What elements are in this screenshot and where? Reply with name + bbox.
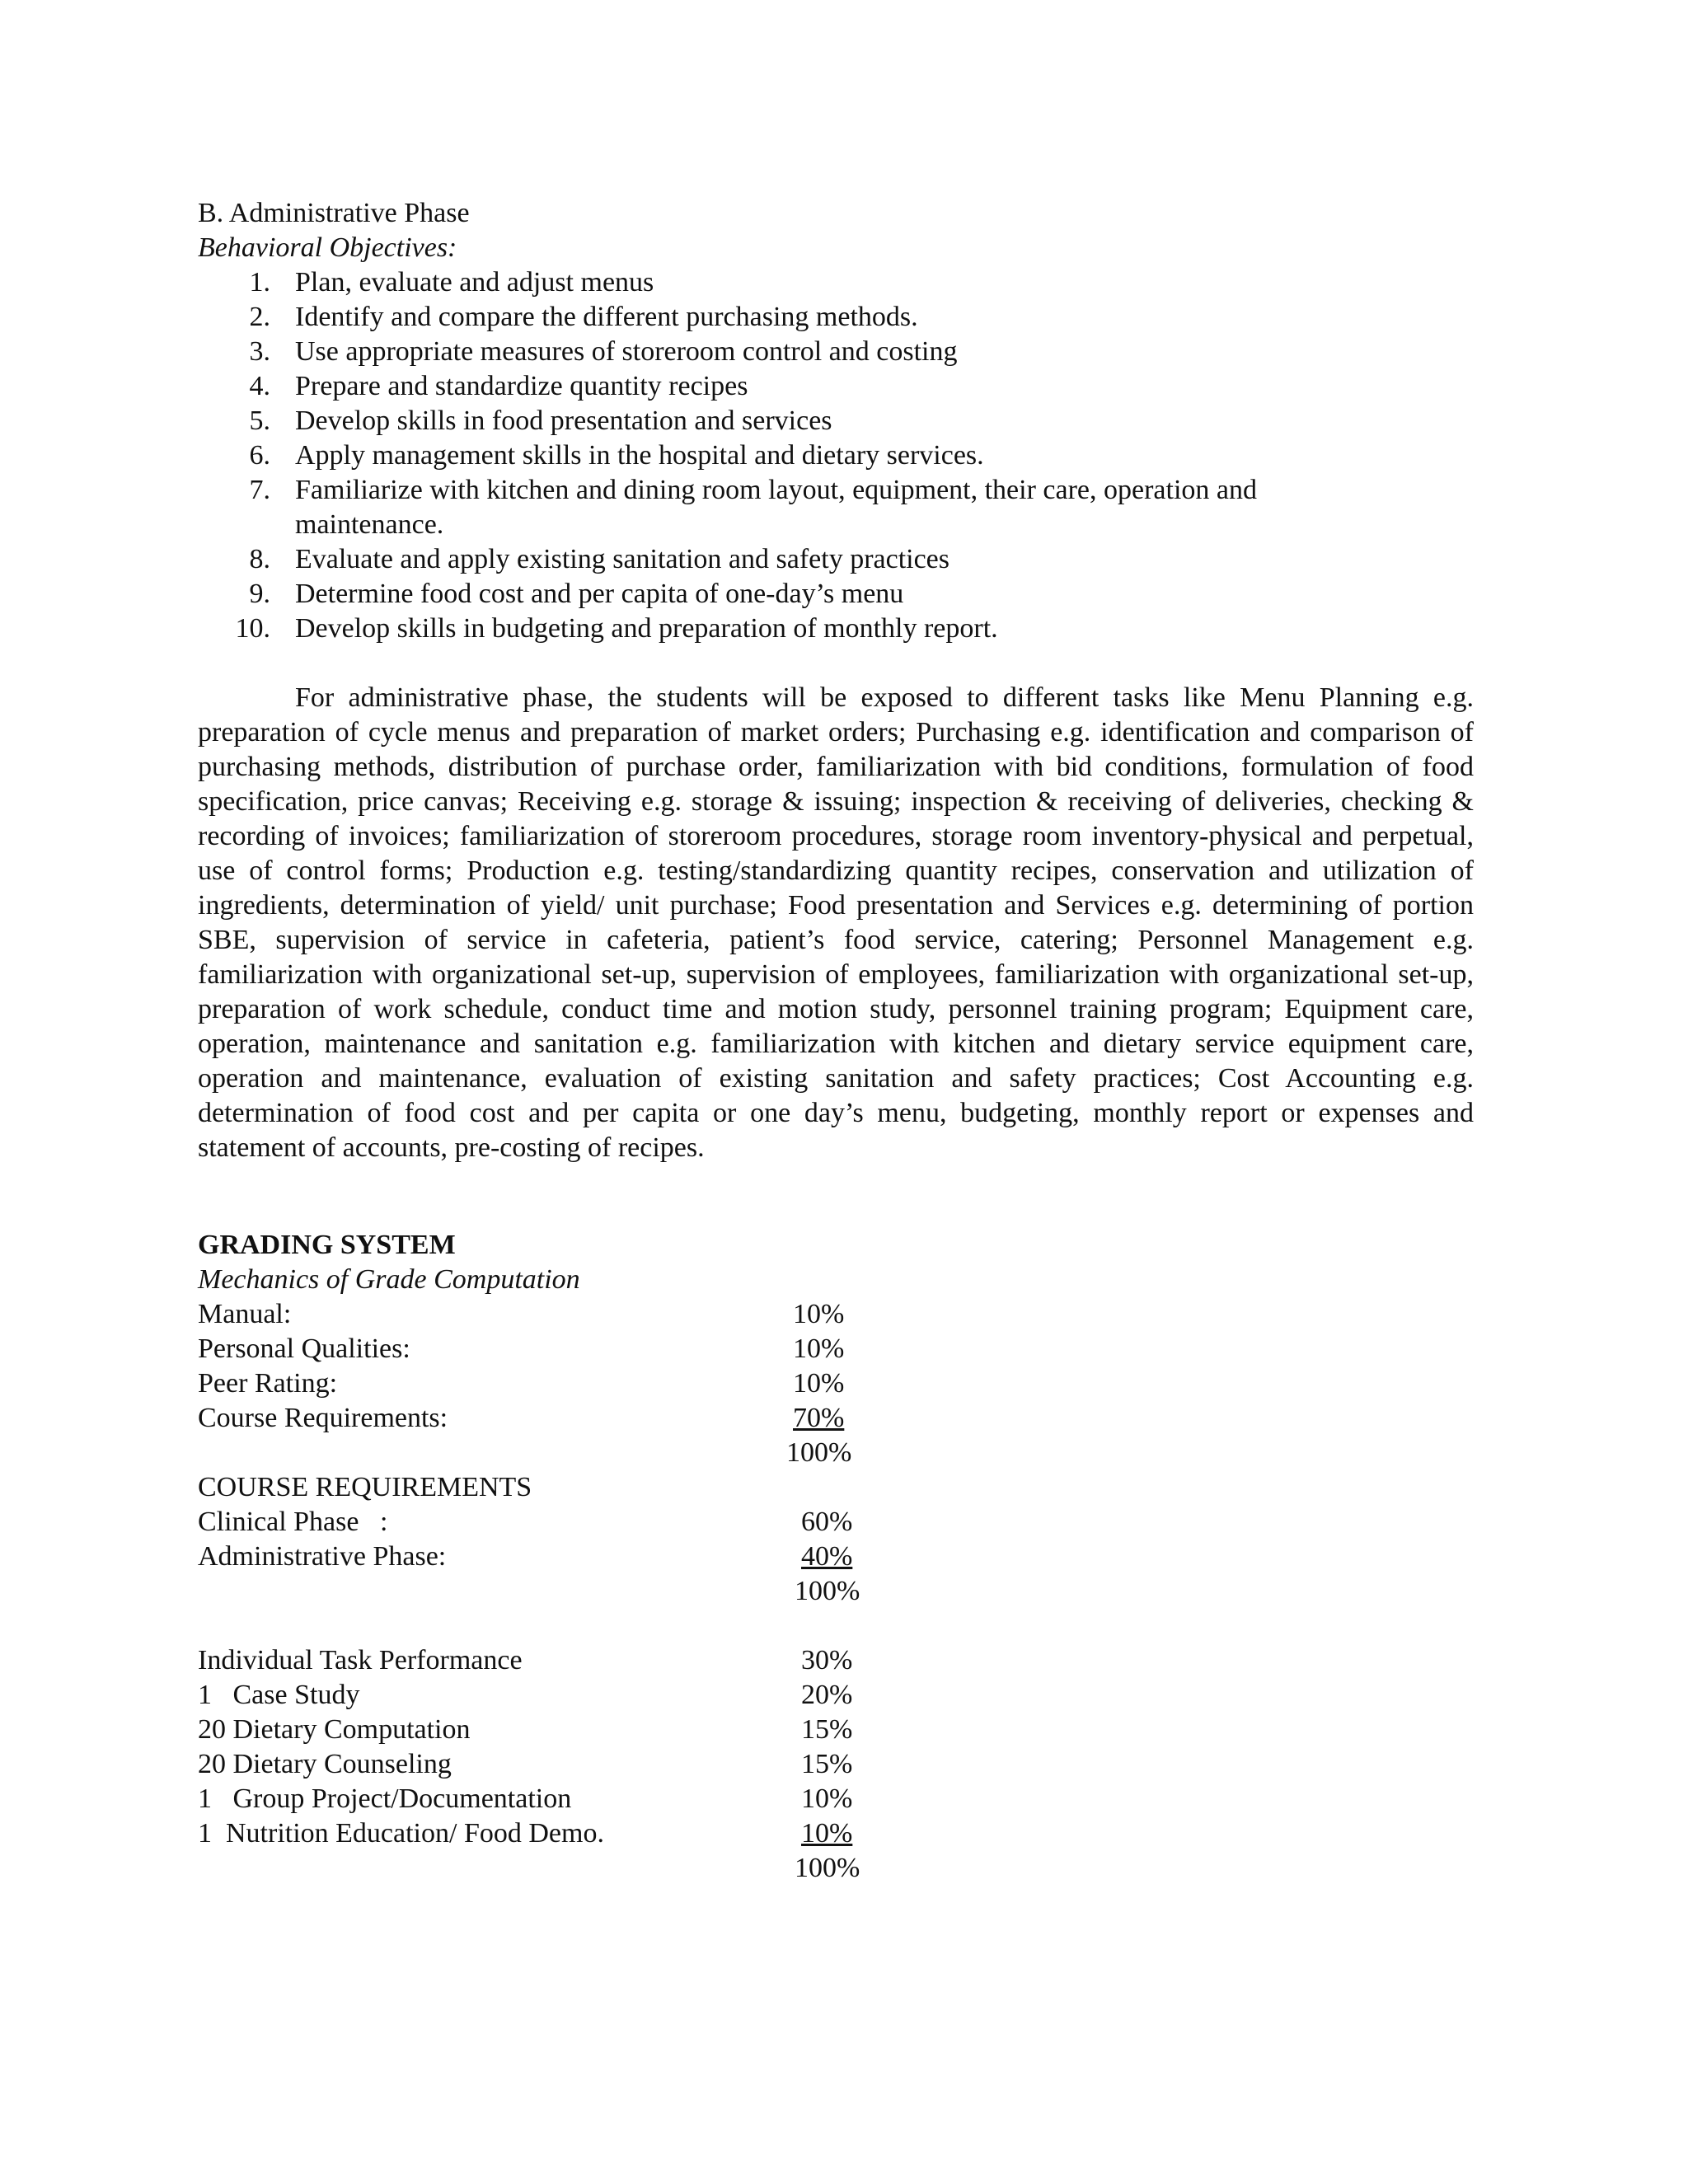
objective-text: Use appropriate measures of storeroom control and costing	[295, 336, 958, 367]
grade-row	[198, 1816, 1474, 1851]
grade-row	[198, 1713, 1474, 1747]
grade-row	[198, 1505, 1474, 1540]
grade-label: 1 Case Study	[198, 1680, 360, 1710]
grade-row	[198, 1297, 1474, 1332]
grade-value: 40%	[801, 1541, 853, 1572]
grading-heading: GRADING SYSTEM	[198, 1230, 456, 1260]
grade-row	[198, 1332, 1474, 1366]
grade-label: 20 Dietary Computation	[198, 1714, 471, 1745]
spacer	[198, 1609, 1474, 1643]
objective-text: Prepare and standardize quantity recipes	[295, 371, 748, 401]
objective-number: 3.	[249, 336, 270, 367]
objective-number: 8.	[249, 544, 270, 574]
grade-row	[198, 1782, 1474, 1816]
objective-text: Develop skills in food presentation and services	[295, 405, 832, 436]
grade-value: 70%	[793, 1403, 845, 1433]
grade-value: 30%	[801, 1645, 853, 1675]
grade-total: 100%	[795, 1853, 860, 1883]
objective-item	[198, 335, 1474, 369]
objective-item	[198, 473, 1474, 542]
grade-row	[198, 1540, 1474, 1574]
grade-value: 15%	[801, 1714, 853, 1745]
grade-value: 15%	[801, 1749, 853, 1779]
objective-number: 1.	[249, 267, 270, 298]
objective-number: 2.	[249, 302, 270, 332]
mechanics-table	[198, 1297, 1474, 1470]
grade-label: Clinical Phase :	[198, 1507, 388, 1537]
course-requirements-heading: COURSE REQUIREMENTS	[198, 1472, 532, 1502]
grade-label: 1 Nutrition Education/ Food Demo.	[198, 1818, 604, 1849]
objective-number: 5.	[249, 405, 270, 436]
grade-total-row	[198, 1851, 1474, 1886]
admin-phase-paragraph: For administrative phase, the students will be exposed to different tasks like Menu Planning e.g. preparation of cycle menus and preparation of market orders; Purchasing e.g. identification and comparison of purchasing methods, distribution of purchase order, familiarization with bid conditions, formulation of food specification, price canvas; Receiving e.g. storage & issuing; inspection & receiving of deliveries, checking & recording of invoices; familiarization of storeroom procedures, storage room inventory-physical and perpetual, use of control forms; Production e.g. testing/standardizing quantity recipes, conservation and utilization of ingredients, determination of yield/ unit purchase; Food presentation and Services e.g. determining of portion SBE, supervision of service in cafeteria, patient’s food service, catering; Personnel Management e.g. familiarization with organizational set-up, supervision of employees, familiarization with organizational set-up, preparation of work schedule, conduct time and motion study, personnel training program; Equipment care, operation, maintenance and sanitation e.g. familiarization with kitchen and dietary service equipment care, operation and maintenance, evaluation of existing sanitation and safety practices; Cost Accounting e.g. determination of food cost and per capita or one day’s menu, budgeting, monthly report or expenses and statement of accounts, pre-costing of recipes.	[198, 682, 1474, 1163]
objective-item	[198, 404, 1474, 438]
grade-label: Course Requirements:	[198, 1403, 448, 1433]
grade-value: 10%	[793, 1368, 845, 1399]
grade-total: 100%	[795, 1576, 860, 1606]
grade-value: 10%	[801, 1783, 853, 1814]
objective-item	[198, 612, 1474, 646]
grade-value: 60%	[801, 1507, 853, 1537]
spacer	[198, 1193, 1474, 1228]
objective-item	[198, 265, 1474, 300]
objective-text: Determine food cost and per capita of one-day’s menu	[295, 579, 904, 609]
grade-row	[198, 1643, 1474, 1678]
objective-item	[198, 369, 1474, 404]
objective-number: 7.	[249, 475, 270, 505]
objective-item	[198, 542, 1474, 577]
objective-text: Evaluate and apply existing sanitation and safety practices	[295, 544, 950, 574]
objective-text: Apply management skills in the hospital and dietary services.	[295, 440, 984, 471]
grade-value: 10%	[793, 1333, 845, 1364]
grade-label: Administrative Phase:	[198, 1541, 447, 1572]
objective-number: 9.	[249, 579, 270, 609]
grade-row	[198, 1678, 1474, 1713]
grade-label: Peer Rating:	[198, 1368, 338, 1399]
objective-text: Familiarize with kitchen and dining room layout, equipment, their care, operation and	[295, 475, 1257, 505]
grade-total-row	[198, 1436, 1474, 1470]
grading-subheading: Mechanics of Grade Computation	[198, 1264, 580, 1295]
objective-text-continued: maintenance.	[295, 509, 444, 540]
grade-value: 10%	[801, 1818, 853, 1849]
document-page	[198, 196, 1474, 1886]
grade-total: 100%	[786, 1437, 852, 1468]
grade-label: 20 Dietary Counseling	[198, 1749, 452, 1779]
grade-label: Personal Qualities:	[198, 1333, 410, 1364]
objective-number: 4.	[249, 371, 270, 401]
grade-label: 1 Group Project/Documentation	[198, 1783, 572, 1814]
grade-label: Manual:	[198, 1299, 292, 1329]
objective-number: 10.	[235, 613, 270, 644]
grade-row	[198, 1366, 1474, 1401]
objective-number: 6.	[249, 440, 270, 471]
phases-table	[198, 1505, 1474, 1609]
objective-item	[198, 438, 1474, 473]
objective-item	[198, 300, 1474, 335]
grade-row	[198, 1747, 1474, 1782]
objective-item	[198, 577, 1474, 612]
tasks-table	[198, 1643, 1474, 1886]
grade-value: 10%	[793, 1299, 845, 1329]
objective-text: Identify and compare the different purchasing methods.	[295, 302, 918, 332]
grade-label: Individual Task Performance	[198, 1645, 523, 1675]
objective-text: Plan, evaluate and adjust menus	[295, 267, 654, 298]
objective-text: Develop skills in budgeting and preparation of monthly report.	[295, 613, 998, 644]
objectives-list	[198, 265, 1474, 646]
section-heading: B. Administrative Phase	[198, 198, 470, 228]
grade-row	[198, 1401, 1474, 1436]
objectives-heading: Behavioral Objectives:	[198, 232, 457, 263]
grade-total-row	[198, 1574, 1474, 1609]
grade-value: 20%	[801, 1680, 853, 1710]
